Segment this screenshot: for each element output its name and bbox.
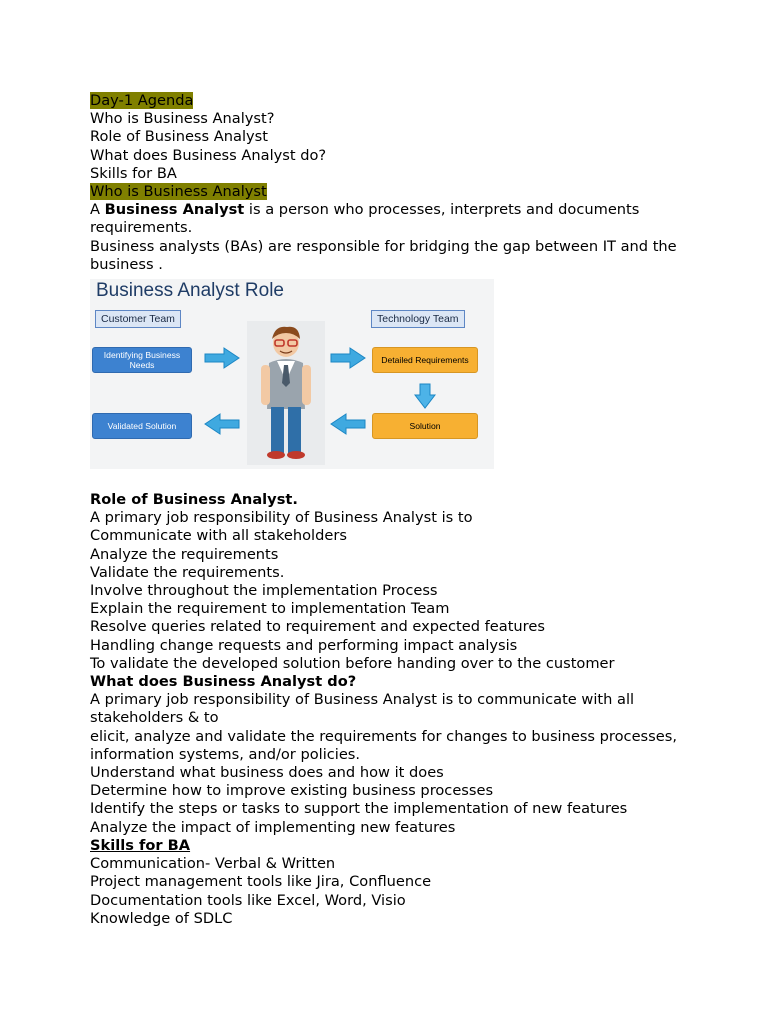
does-item: Determine how to improve existing business processes xyxy=(90,782,494,800)
does-item: Understand what business does and how it does xyxy=(90,764,444,782)
document-page xyxy=(90,92,690,928)
role-heading: Role of Business Analyst. xyxy=(90,491,298,509)
agenda-heading: Day-1 Agenda xyxy=(90,92,194,109)
who-paragraph-1: A Business Analyst is a person who processes, interprets and documents requirements. xyxy=(90,201,640,237)
does-item: Identify the steps or tasks to support the implementation of new features xyxy=(90,800,628,818)
agenda-item: Who is Business Analyst? xyxy=(90,110,275,128)
business-analyst-illustration xyxy=(247,321,325,465)
skills-item: Knowledge of SDLC xyxy=(90,909,233,927)
role-item: Communicate with all stakeholders xyxy=(90,527,347,545)
left-arrow-icon xyxy=(330,413,366,435)
who-paragraph-2: Business analysts (BAs) are responsible for bridging the gap between IT and the business . xyxy=(90,237,677,273)
skills-item: Project management tools like Jira, Confluence xyxy=(90,873,432,891)
role-item: Involve throughout the implementation Process xyxy=(90,582,438,600)
detailed-requirements-box: Detailed Requirements xyxy=(372,347,478,373)
does-item: Analyze the impact of implementing new features xyxy=(90,818,456,836)
person-icon xyxy=(247,321,325,465)
does-paragraph-1: A primary job responsibility of Business Analyst is to communicate with all stakeholders & to xyxy=(90,691,635,727)
role-item: Explain the requirement to implementation Team xyxy=(90,600,450,618)
identifying-business-needs-box: Identifying Business Needs xyxy=(92,347,192,373)
validated-solution-box: Validated Solution xyxy=(92,413,192,439)
left-arrow-icon xyxy=(204,413,240,435)
role-item: Resolve queries related to requirement and expected features xyxy=(90,618,545,636)
right-arrow-icon xyxy=(330,347,366,369)
customer-team-label: Customer Team xyxy=(95,310,181,328)
skills-item: Communication- Verbal & Written xyxy=(90,855,336,873)
right-arrow-icon xyxy=(204,347,240,369)
who-heading: Who is Business Analyst xyxy=(90,183,267,201)
business-analyst-role-figure xyxy=(90,279,494,469)
agenda-item: Role of Business Analyst xyxy=(90,128,268,146)
agenda-item: Skills for BA xyxy=(90,164,177,182)
solution-box: Solution xyxy=(372,413,478,439)
agenda-item: What does Business Analyst do? xyxy=(90,146,327,164)
role-item: A primary job responsibility of Business Analyst is to xyxy=(90,509,473,527)
does-paragraph-2: elicit, analyze and validate the requirements for changes to business processes, information systems, and/or policies. xyxy=(90,727,677,763)
technology-team-label: Technology Team xyxy=(371,310,465,328)
skills-heading: Skills for BA xyxy=(90,836,191,854)
role-item: To validate the developed solution before handing over to the customer xyxy=(90,654,615,672)
role-item: Validate the requirements. xyxy=(90,563,285,581)
does-heading: What does Business Analyst do? xyxy=(90,673,357,691)
role-item: Handling change requests and performing impact analysis xyxy=(90,636,518,654)
figure-title: Business Analyst Role xyxy=(96,280,284,302)
skills-item: Documentation tools like Excel, Word, Visio xyxy=(90,891,406,909)
role-item: Analyze the requirements xyxy=(90,545,279,563)
down-arrow-icon xyxy=(414,383,436,409)
